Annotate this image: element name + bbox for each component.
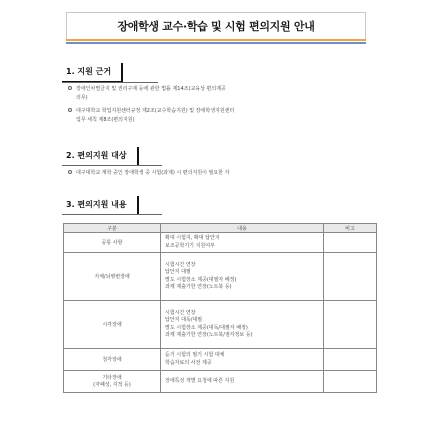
- col-header-note: 비고: [324, 224, 377, 233]
- row-category: 시각장애: [64, 301, 161, 349]
- bullet-icon: [68, 108, 72, 112]
- row-category: 지체/뇌병변장애: [64, 253, 161, 301]
- table-row: [64, 233, 377, 253]
- table-row: [64, 349, 377, 371]
- section-1-line-1: 장애인차별금지 및 권리구제 등에 관한 법률 제14조(교육상 편의제공: [76, 86, 226, 92]
- row-content: [161, 301, 324, 349]
- row-line: 듣기 시험의 필기 시험 대체: [165, 352, 225, 358]
- row-note: [324, 233, 377, 253]
- section-label: 3. 편의지원 내용: [62, 196, 139, 215]
- col-header-category: 구분: [64, 224, 161, 233]
- section-label: 2. 편의지원 대상: [62, 147, 139, 166]
- row-content: [161, 253, 324, 301]
- title-underline-blue: [66, 42, 366, 44]
- section-rule: [62, 165, 162, 166]
- row-content: [161, 349, 324, 371]
- row-line: 별도 시험장소 제공(대필자 배정): [165, 276, 237, 283]
- section-rule: [62, 82, 158, 83]
- support-table: [63, 223, 377, 393]
- row-line: 답안지 대독/대필: [165, 317, 203, 323]
- section-header-1: [62, 62, 123, 82]
- row-line: 학습자료의 사전 제공: [165, 359, 212, 366]
- bullet-icon: [68, 170, 72, 174]
- page-title: 장애학생 교수·학습 및 시험 편의지원 안내: [117, 20, 315, 33]
- row-note: [324, 301, 377, 349]
- row-content: [161, 371, 324, 393]
- row-category: 공통 사항: [64, 233, 161, 253]
- row-note: [324, 371, 377, 393]
- bullet-icon: [68, 86, 72, 90]
- section-1-line-4: 업무 세칙 제8조(편의지원): [76, 117, 135, 123]
- section-header-2: [62, 146, 139, 166]
- section-rule: [62, 214, 162, 215]
- section-2-line-1: 대구대학교 재학 중인 장애학생 중 시험(과제) 시 편의지원이 필요한 자: [76, 170, 230, 176]
- row-line: 별도 시험장소 제공(대독/대필자 배정): [165, 324, 248, 331]
- row-line: 시험시간 연장: [165, 261, 196, 268]
- row-note: [324, 253, 377, 301]
- section-label: 1. 지원 근거: [62, 63, 123, 82]
- row-line: 과제 제출기한 연장(노트북/점자정보 등): [165, 332, 253, 338]
- table-row: [64, 301, 377, 349]
- row-category: 청각장애: [64, 349, 161, 371]
- section-1-line-3: 대구대학교 학업지원센터규정 제2조(교수학습지원) 및 장애학생지원센터: [76, 108, 235, 114]
- section-1-line-2: 의무): [76, 95, 88, 101]
- row-category: 기타장애 (자폐성, 지적 등): [64, 371, 161, 393]
- table-row: [64, 371, 377, 393]
- row-line: 답안지 대필: [165, 269, 191, 275]
- row-content: [161, 233, 324, 253]
- row-line: 보조공학기기 지원여부: [165, 242, 215, 249]
- section-header-3: [62, 195, 139, 215]
- row-line: 시험시간 연장: [165, 309, 196, 316]
- row-line: 장애특성 개별 요청에 따른 지원: [165, 377, 235, 384]
- row-line: 과제 제출기한 연장(노트북 등): [165, 284, 232, 290]
- title-box: [66, 12, 366, 40]
- table-header-row: [64, 224, 377, 233]
- col-header-content: 내용: [161, 224, 324, 233]
- row-line: 확대 시험지, 확대 답안지: [165, 235, 220, 241]
- title-underline-orange: [66, 39, 366, 41]
- table-row: [64, 253, 377, 301]
- row-note: [324, 349, 377, 371]
